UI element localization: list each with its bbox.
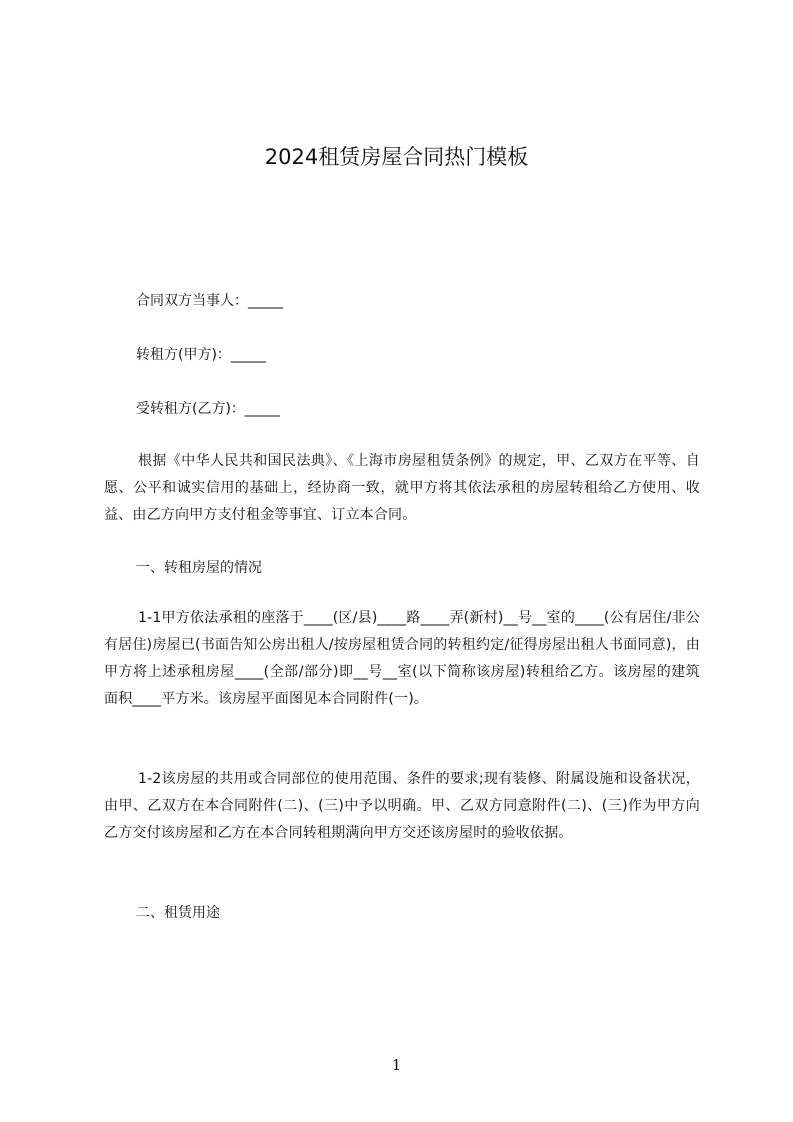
party-a-line: 转租方(甲方)：_____	[136, 347, 266, 363]
section-2-heading: 二、租赁用途	[136, 905, 220, 921]
page-number: 1	[391, 1056, 402, 1074]
document-title: 2024租赁房屋合同热门模板	[264, 145, 529, 169]
clause-1-1-paragraph: 1-1甲方依法承租的座落于____(区/县)____路____弄(新村)__号__室的____(公有居住/非公有居住)房屋已(书面告知公房出租人/按房屋租赁合同的转租约定/征得房屋出租人书面同意)，由甲方将上述承租房屋____(全部/部分)即__号__室(以下简称该房屋)转租给乙方。该房屋的建筑面积____平方米。该房屋平面图见本合同附件(一)。	[104, 610, 700, 707]
party-b-line: 受转租方(乙方)：_____	[136, 401, 280, 417]
clause-1-2-paragraph: 1-2该房屋的共用或合同部位的使用范围、条件的要求;现有装修、附属设施和设备状况，由甲、乙双方在本合同附件(二)、(三)中予以明确。甲、乙双方同意附件(二)、(三)作为甲方向乙方交付该房屋和乙方在本合同转租期满向甲方交还该房屋时的验收依据。	[104, 771, 700, 841]
preamble-paragraph: 根据《中华人民共和国民法典》、《上海市房屋租赁条例》的规定，甲、乙双方在平等、自愿、公平和诚实信用的基础上，经协商一致，就甲方将其依法承租的房屋转租给乙方使用、收益、由乙方向甲方支付租金等事宜、订立本合同。	[104, 453, 700, 523]
section-1-heading: 一、转租房屋的情况	[136, 560, 262, 576]
both-parties-line: 合同双方当事人：_____	[136, 293, 283, 309]
